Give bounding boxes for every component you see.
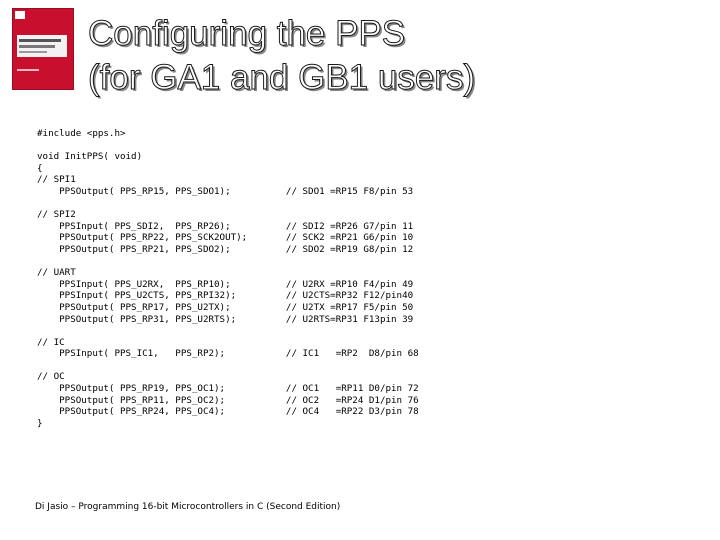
code-line: PPSInput( PPS_U2RX, PPS_RP10); // U2RX =RP10 F4/pin 49 [37,278,414,290]
code-line: // IC [37,336,65,348]
slide-footer: Di Jasio – Programming 16-bit Microcontrollers in C (Second Edition) [35,502,341,512]
code-line: PPSOutput( PPS_RP15, PPS_SDO1); // SDO1 =RP15 F8/pin 53 [37,185,414,197]
code-line: void InitPPS( void) [37,151,143,163]
code-line: PPSOutput( PPS_RP21, PPS_SDO2); // SDO2 =RP19 G8/pin 12 [37,243,414,255]
code-line [37,198,419,210]
code-line: PPSOutput( PPS_RP17, PPS_U2TX); // U2TX =RP17 F5/pin 50 [37,301,414,313]
code-line: } [37,417,43,429]
code-line: PPSOutput( PPS_RP31, PPS_U2RTS); // U2RTS=RP31 F13pin 39 [37,313,414,325]
code-line [37,140,419,152]
code-line: { [37,162,43,174]
code-line: // OC [37,371,65,383]
code-line: // SPI2 [37,209,76,221]
code-line: #include <pps.h> [37,128,126,139]
slide-title-line-2: (for GA1 and GB1 users) [88,58,476,97]
code-line: PPSInput( PPS_IC1, PPS_RP2); // IC1 =RP2 D8/pin 68 [37,348,419,360]
slide-title-line-1: Configuring the PPS [88,14,406,53]
code-line: PPSOutput( PPS_RP24, PPS_OC4); // OC4 =RP22 D3/pin 78 [37,406,419,418]
code-line: PPSOutput( PPS_RP22, PPS_SCK2OUT); // SCK2 =RP21 G6/pin 10 [37,232,414,244]
code-line: // UART [37,267,76,279]
code-line: PPSInput( PPS_SDI2, PPS_RP26); // SDI2 =RP26 G7/pin 11 [37,220,414,232]
code-line [37,325,419,337]
code-line [37,256,419,268]
slide-title [88,12,475,100]
code-line [37,360,419,372]
code-block [37,128,419,429]
code-line: PPSInput( PPS_U2CTS, PPS_RPI32); // U2CTS=RP32 F12/pin40 [37,290,414,302]
book-cover-image [12,8,74,90]
publisher-logo [15,11,25,19]
code-line: // SPI1 [37,174,76,186]
code-line: PPSOutput( PPS_RP11, PPS_OC2); // OC2 =RP24 D1/pin 76 [37,394,419,406]
code-line: PPSOutput( PPS_RP19, PPS_OC1); // OC1 =RP11 D0/pin 72 [37,383,419,395]
